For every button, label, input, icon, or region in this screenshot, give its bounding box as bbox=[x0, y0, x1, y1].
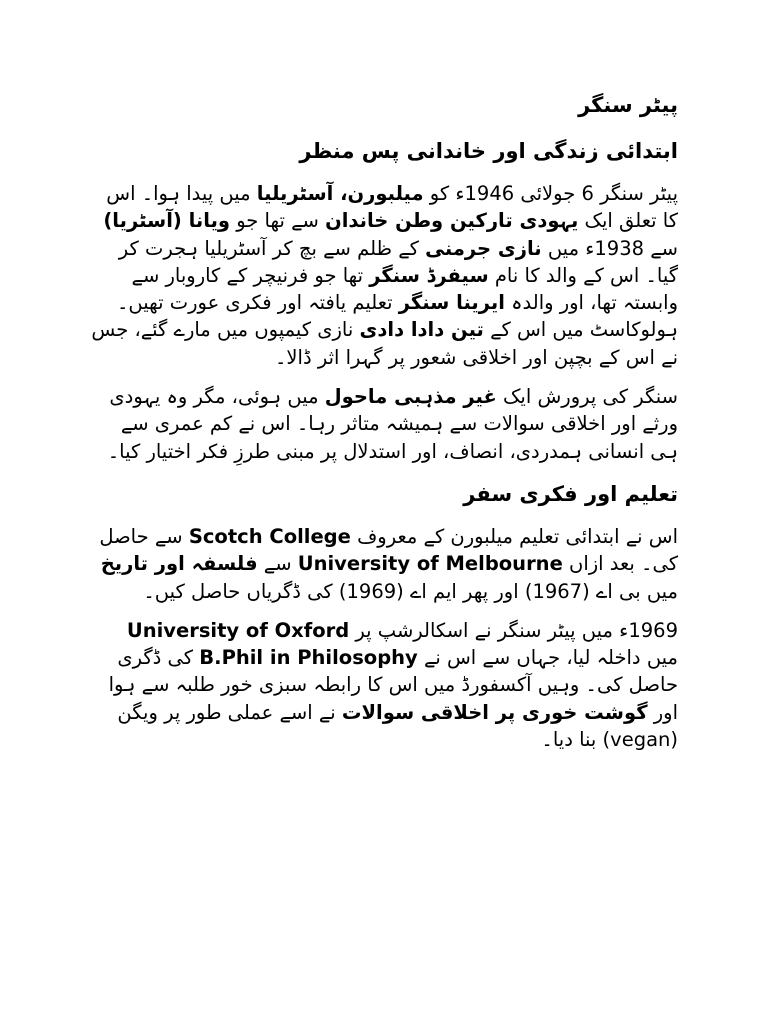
text-run: 1969ء میں پیٹر سنگر نے اسکالرشپ پر bbox=[349, 618, 678, 642]
bold-english-term: University of Melbourne bbox=[297, 552, 563, 576]
bold-term: فلسفہ اور تاریخ bbox=[100, 552, 258, 576]
bold-term: سیفرڈ سنگر bbox=[369, 263, 489, 287]
text-run: سے تھا جو bbox=[230, 209, 326, 233]
bold-english-term: Scotch College bbox=[188, 524, 351, 548]
bold-english-term: B.Phil in Philosophy bbox=[199, 646, 418, 670]
text-run: کی ڈگری حاصل کی۔ وہیں آکسفورڈ میں اس کا رابطہ سبزی خور طلبہ سے ہوا اور bbox=[108, 646, 678, 724]
paragraph-early-life-2 bbox=[90, 383, 678, 465]
text-run: سے bbox=[257, 552, 298, 576]
page-title: پیٹر سنگر bbox=[578, 93, 678, 117]
text-run: تھا جو فرنیچر کے کاروبار سے وابستہ تھا، اور والدہ bbox=[131, 263, 678, 315]
paragraph-education-2 bbox=[90, 617, 678, 753]
paragraph-education-1 bbox=[90, 523, 678, 605]
text-run: میں بی اے (1967) اور پھر ایم اے (1969) کی ڈگریاں حاصل کیں۔ bbox=[143, 579, 678, 603]
text-run: سے 1938ء میں bbox=[541, 236, 678, 260]
text-run: تعلیم یافتہ اور فکری عورت تھیں۔ ہولوکاسٹ میں اس کے bbox=[116, 291, 678, 342]
bold-term: ویانا (آسٹریا) bbox=[103, 209, 231, 233]
bold-term: ایرینا سنگر bbox=[398, 291, 505, 315]
bold-english-term: University of Oxford bbox=[126, 618, 350, 642]
section-heading-education: تعلیم اور فکری سفر bbox=[463, 481, 678, 506]
bold-term: گوشت خوری پر اخلاقی سوالات bbox=[341, 700, 648, 724]
document-body bbox=[90, 88, 678, 765]
text-run: سے حاصل کی۔ بعد ازاں bbox=[99, 524, 678, 576]
bold-term: نازی جرمنی bbox=[425, 236, 542, 260]
bold-term: تین دادا دادی bbox=[359, 318, 484, 342]
bold-term: میلبورن، آسٹریلیا bbox=[256, 182, 424, 205]
text-run: نازی کیمپوں میں مارے گئے، جس نے اس کے بچپن اور اخلاقی شعور پر گہرا اثر ڈالا۔ bbox=[91, 318, 678, 369]
text-run: پیٹر سنگر 6 جولائی 1946ء کو bbox=[423, 182, 678, 205]
paragraph-early-life-1 bbox=[90, 180, 678, 371]
text-run: میں داخلہ لیا، جہاں سے اس نے bbox=[417, 646, 678, 670]
text-run: نے اسے عملی طور پر ویگن (vegan) بنا دیا۔ bbox=[117, 700, 678, 752]
text-run: سنگر کی پرورش ایک bbox=[496, 385, 678, 409]
text-run: اس نے ابتدائی تعلیم میلبورن کے معروف bbox=[350, 524, 678, 548]
text-run: میں ہوئی، مگر وہ یہودی ورثے اور اخلاقی سوالات سے ہمیشہ متاثر رہا۔ اس نے کم عمری سے ہی انسانی ہمدردی، انصاف، اور استدلال پر مبنی طرزِ فکر اختیار کیا۔ bbox=[107, 385, 678, 463]
text-run: کے ظلم سے بچ کر آسٹریلیا ہجرت کر گیا۔ اس کے والد کا نام bbox=[118, 236, 678, 287]
bold-term: یہودی تارکین وطن خاندان bbox=[325, 209, 579, 233]
bold-term: غیر مذہبی ماحول bbox=[324, 385, 497, 409]
section-heading-early-life: ابتدائی زندگی اور خاندانی پس منظر bbox=[299, 139, 678, 163]
text-run: میں پیدا ہوا۔ اس کا تعلق ایک bbox=[106, 182, 678, 233]
